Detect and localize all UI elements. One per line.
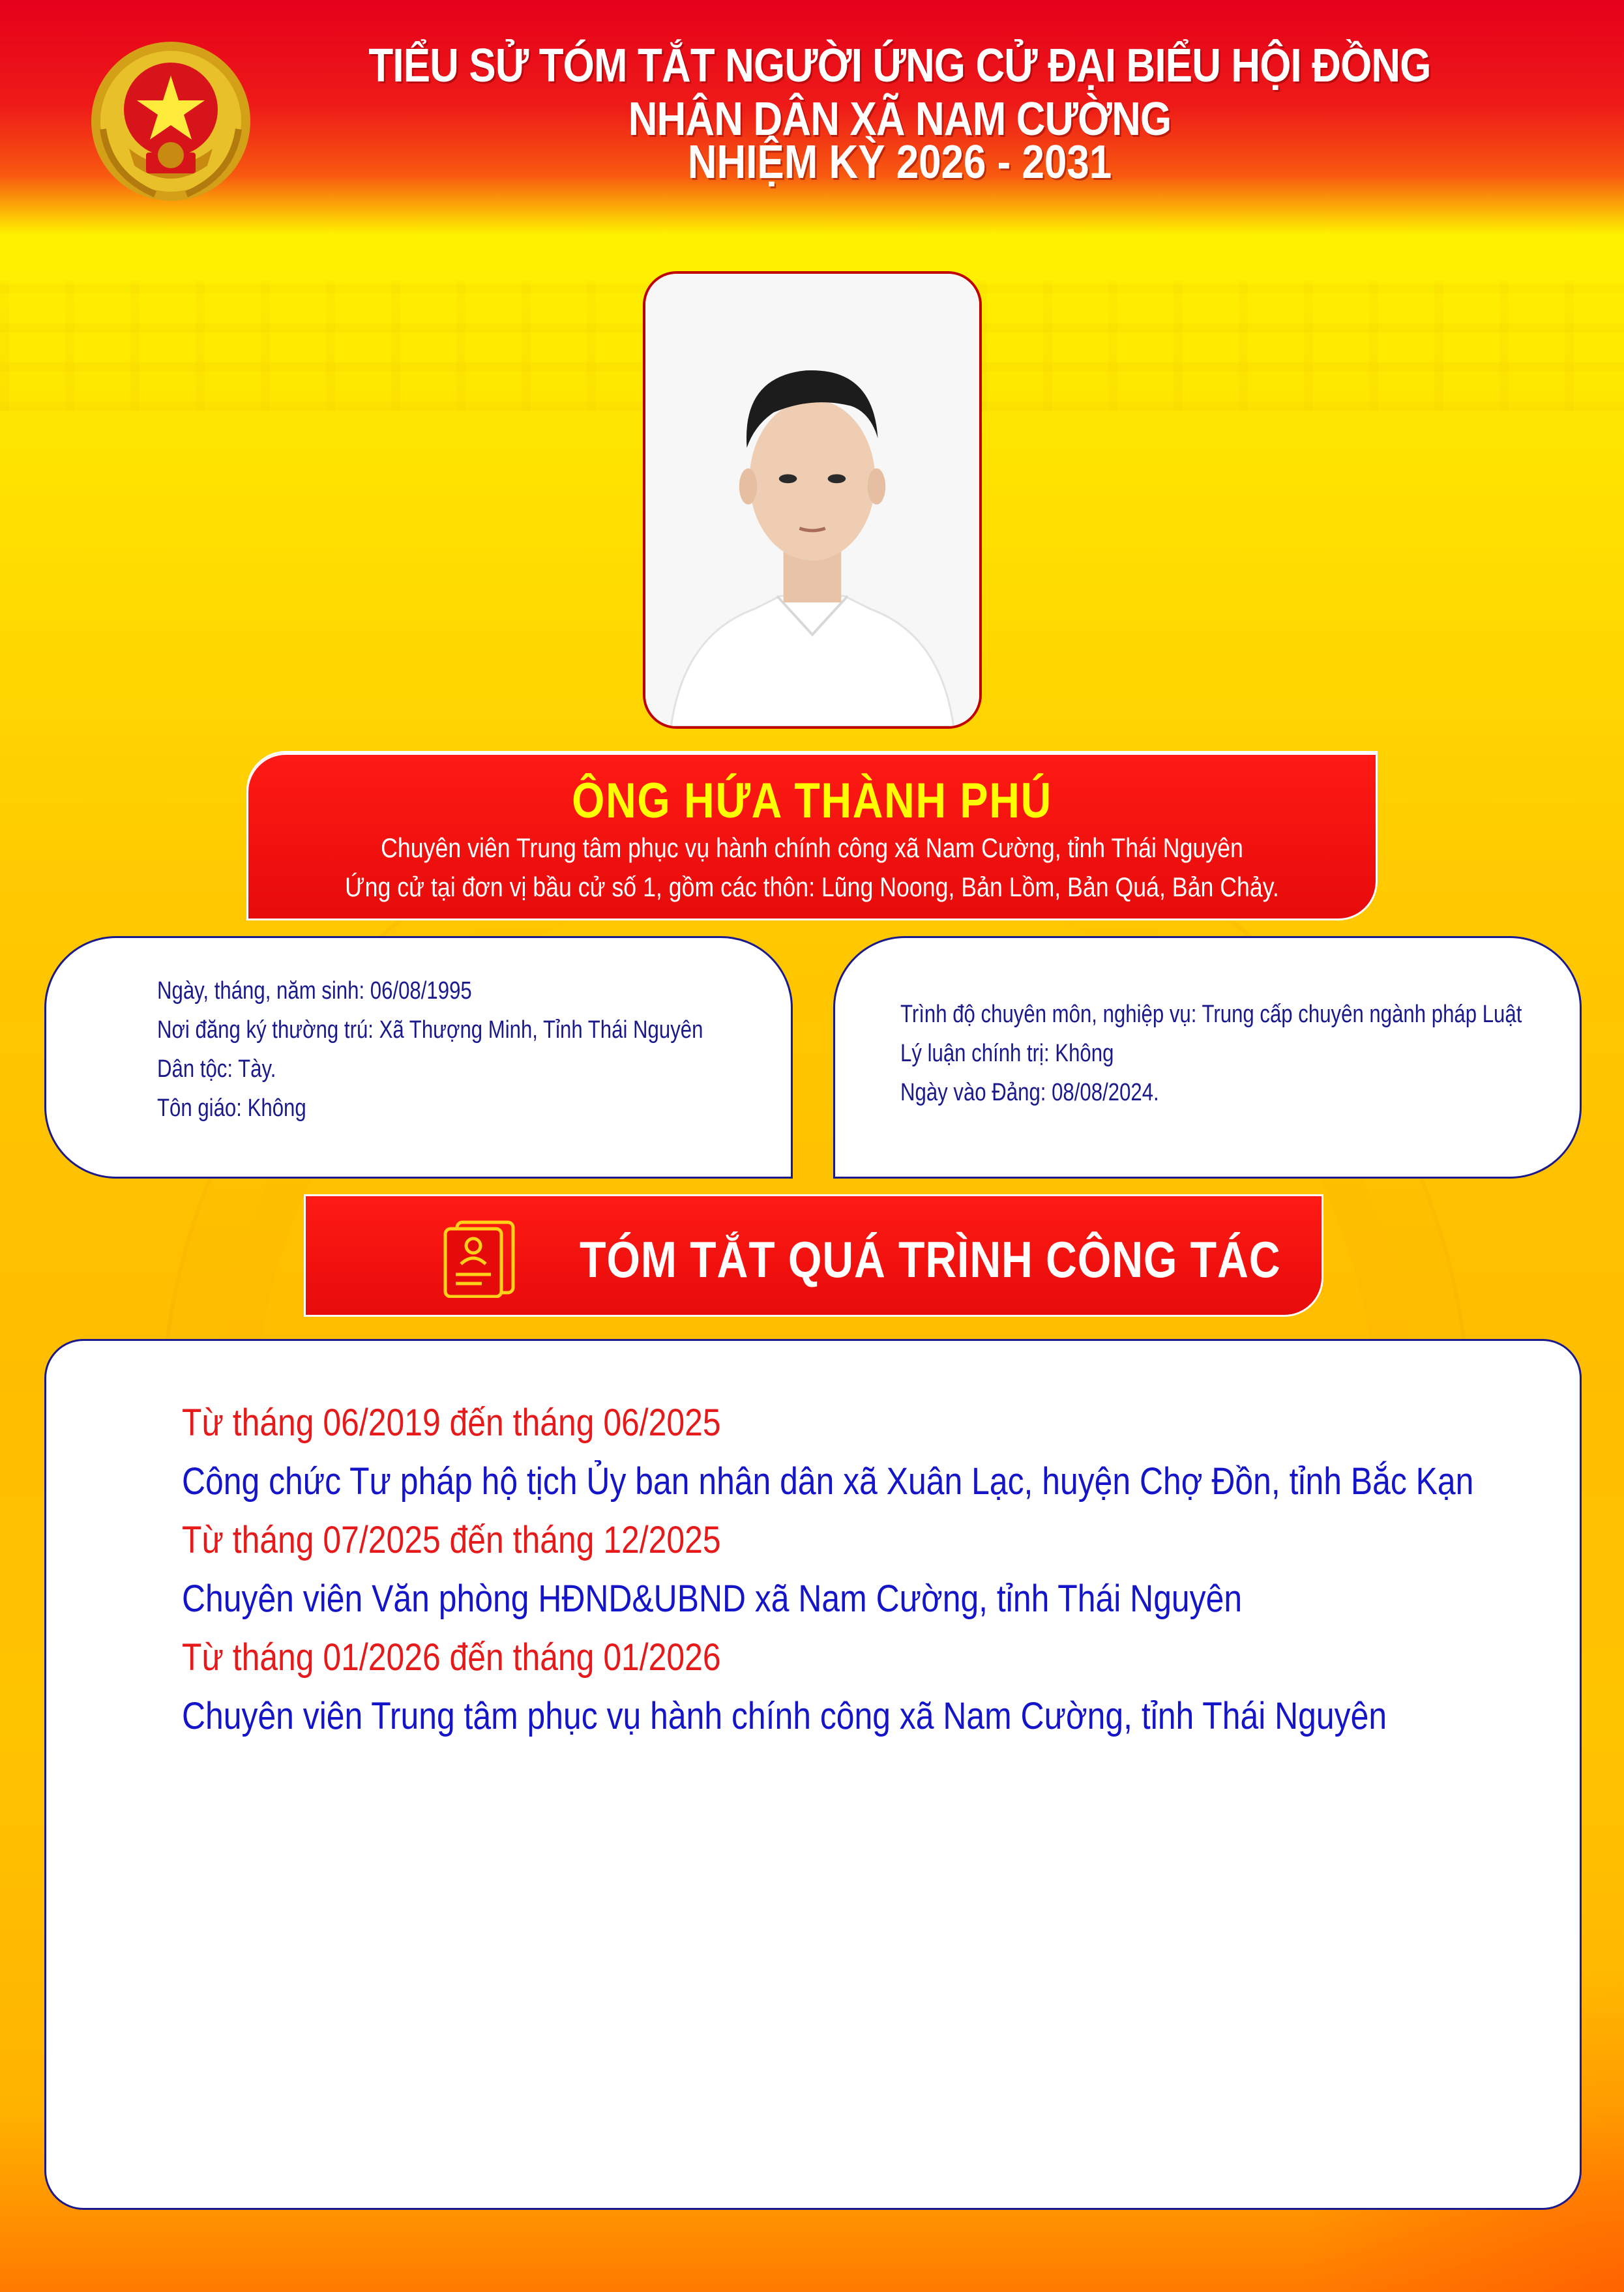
work-role: Chuyên viên Văn phòng HĐND&UBND xã Nam Cường, tỉnh Thái Nguyên bbox=[182, 1578, 1243, 1620]
work-period: Từ tháng 06/2019 đến tháng 06/2025 bbox=[182, 1402, 721, 1444]
residence: Nơi đăng ký thường trú: Xã Thượng Minh, Tỉnh Thái Nguyên bbox=[157, 1016, 703, 1044]
header-band bbox=[0, 0, 1624, 235]
birth-date: Ngày, tháng, năm sinh: 06/08/1995 bbox=[157, 977, 472, 1005]
religion: Tôn giáo: Không bbox=[157, 1095, 306, 1122]
work-history-title: TÓM TẮT QUÁ TRÌNH CÔNG TÁC bbox=[580, 1231, 1281, 1288]
candidate-photo bbox=[643, 271, 982, 729]
work-role: Công chức Tư pháp hộ tịch Ủy ban nhân dân xã Xuân Lạc, huyện Chợ Đồn, tỉnh Bắc Kạn bbox=[182, 1460, 1474, 1503]
candidate-name-banner bbox=[246, 751, 1378, 920]
term-subtitle: NHIỆM KỲ 2026 - 2031 bbox=[687, 136, 1112, 188]
party-join-date: Ngày vào Đảng: 08/08/2024. bbox=[900, 1079, 1159, 1106]
personal-info-box bbox=[44, 936, 793, 1179]
work-period: Từ tháng 01/2026 đến tháng 01/2026 bbox=[182, 1636, 721, 1679]
work-history-banner bbox=[304, 1194, 1323, 1317]
work-period: Từ tháng 07/2025 đến tháng 12/2025 bbox=[182, 1519, 721, 1561]
education-level: Trình độ chuyên môn, nghiệp vụ: Trung cấp chuyên ngành pháp Luật bbox=[900, 1001, 1522, 1028]
ethnicity: Dân tộc: Tày. bbox=[157, 1055, 276, 1083]
candidate-position: Chuyên viên Trung tâm phục vụ hành chính công xã Nam Cường, tỉnh Thái Nguyên bbox=[381, 832, 1243, 863]
candidate-name: ÔNG HỨA THÀNH PHÚ bbox=[572, 773, 1052, 829]
work-history-box bbox=[44, 1339, 1582, 2210]
candidate-constituency: Ứng cử tại đơn vị bầu cử số 1, gồm các thôn: Lũng Noong, Bản Lồm, Bản Quá, Bản Chảy. bbox=[345, 872, 1279, 902]
page-title: TIỂU SỬ TÓM TẮT NGƯỜI ỨNG CỬ ĐẠI BIỂU HỘI ĐỒNG NHÂN DÂN XÃ NAM CƯỜNG bbox=[368, 40, 1431, 145]
profile-document-icon bbox=[441, 1220, 517, 1298]
vietnam-national-emblem-icon bbox=[83, 38, 258, 209]
qualifications-box bbox=[833, 936, 1582, 1179]
political-theory: Lý luận chính trị: Không bbox=[900, 1040, 1114, 1067]
work-role: Chuyên viên Trung tâm phục vụ hành chính công xã Nam Cường, tỉnh Thái Nguyên bbox=[182, 1695, 1387, 1737]
